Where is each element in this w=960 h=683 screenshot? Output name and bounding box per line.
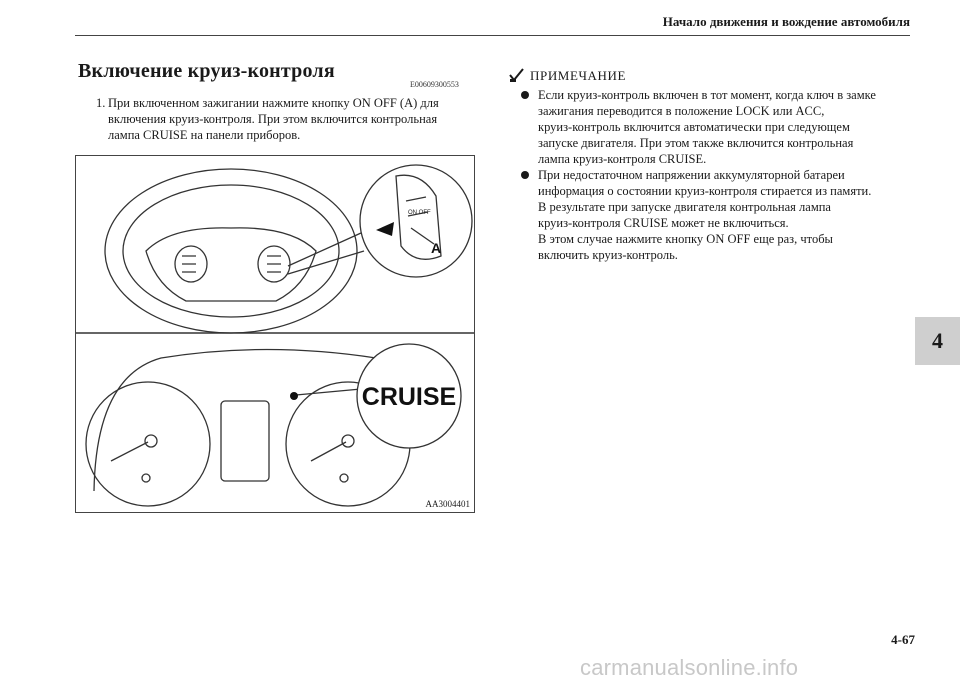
note-line: круиз-контроля CRUISE может не включиться. [538,216,789,230]
note-line: зажигания переводится в положение LOCK или ACC, [538,104,825,118]
note-line: В этом случае нажмите кнопку ON OFF еще раз, чтобы [538,232,833,246]
note-line: При недостаточном напряжении аккумуляторной батареи [538,168,845,182]
note-item-2 [521,167,921,263]
section-title: Включение круиз-контроля [78,60,335,82]
step-1 [96,95,476,143]
left-gauge [86,382,210,506]
section-code: E00609300553 [410,80,459,89]
note-line: В результате при запуске двигателя контрольная лампа [538,200,831,214]
callout-label-a: A [431,240,442,256]
note-line: Если круиз-контроль включен в тот момент, когда ключ в замке [538,88,876,102]
illustration-figure [75,155,475,513]
note-heading: ПРИМЕЧАНИЕ [530,68,627,83]
bullet-icon [521,171,529,179]
switch-label: ON OFF [408,210,431,216]
leader-line-upper [288,233,361,266]
step-number: 1. [96,96,106,110]
header-rule [75,35,910,36]
step-line: лампа CRUISE на панели приборов. [108,128,301,142]
figure-code: AA3004401 [425,499,470,509]
switch-zoom-circle [360,165,472,277]
watermark-text: carmanualsonline.info [580,655,799,680]
step-line: При включенном зажигании нажмите кнопку ON OFF (A) для [108,96,439,110]
steering-wheel-rim-outer [105,169,357,333]
page-number: 4-67 [891,632,915,647]
note-line: включить круиз-контроль. [538,248,678,262]
bullet-icon [521,91,529,99]
note-item-1 [521,87,921,167]
center-display [221,401,269,481]
note-line: круиз-контроль включится автоматически при следующем [538,120,850,134]
cruise-indicator-dot [290,392,298,400]
leader-line-lower [288,251,364,274]
step-line: включения круиз-контроля. При этом включится контрольная [108,112,438,126]
steering-wheel-rim-inner [123,185,339,317]
note-line: запуске двигателя. При этом также включится контрольная [538,136,854,150]
lamp-leader-line [296,389,361,395]
note-line: лампа круиз-контроля CRUISE. [538,152,707,166]
running-header: Начало движения и вождение автомобиля [662,14,910,29]
note-line: информация о состоянии круиз-контроля стирается из памяти. [538,184,872,198]
cruise-lamp-label: CRUISE [361,383,457,411]
chapter-tab: 4 [915,317,960,365]
figure-drawing [76,156,475,513]
pencil-check-icon [508,67,526,83]
step-text [108,95,476,143]
